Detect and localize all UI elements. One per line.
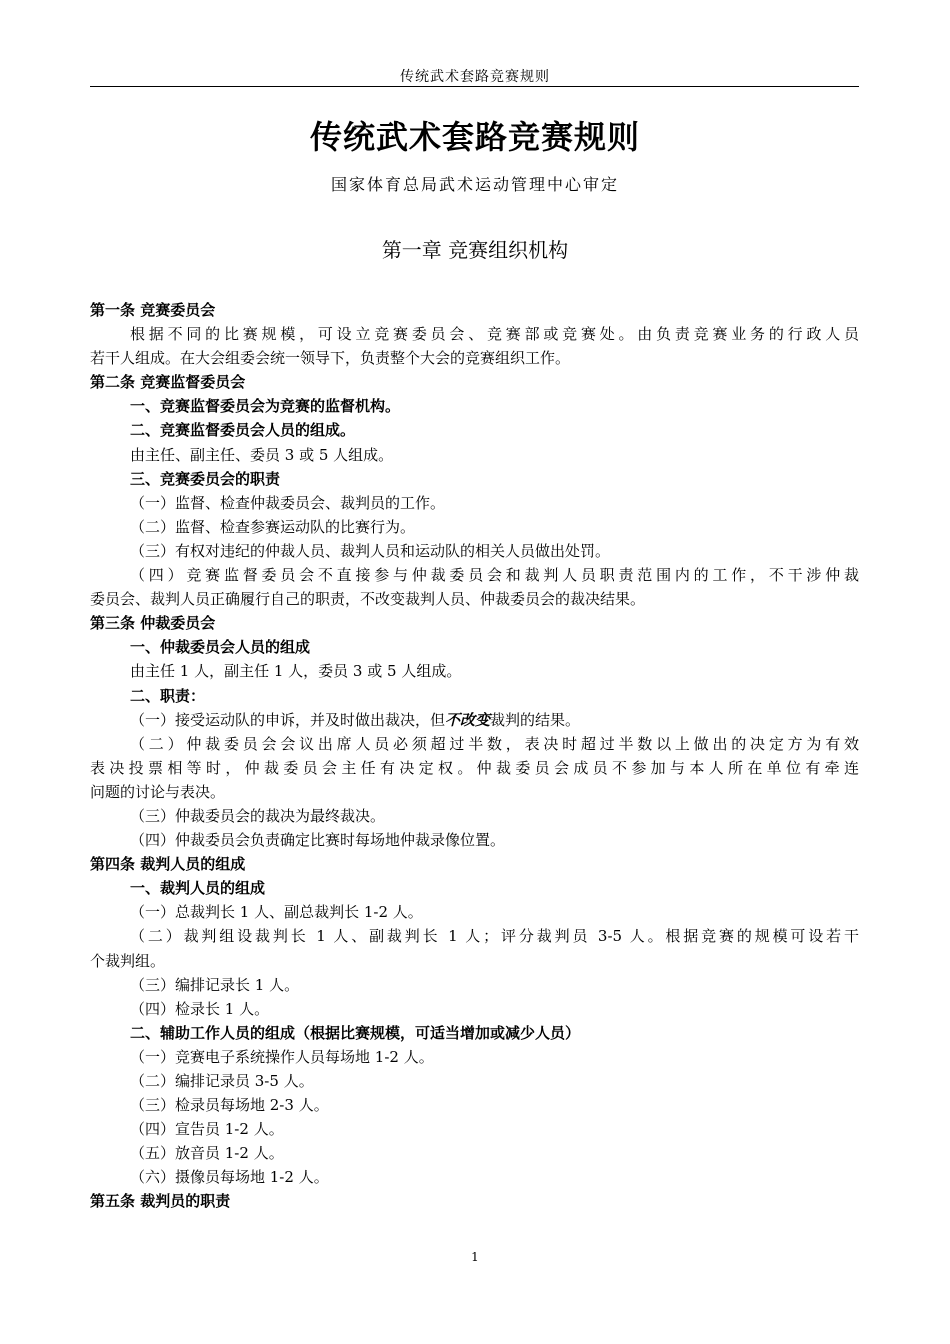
paragraph-line: 若干人组成。在大会组委会统一领导下，负责整个大会的竞赛组织工作。 — [90, 349, 571, 368]
paragraph-line: 问题的讨论与表决。 — [90, 782, 226, 801]
list-item-text: （一）接受运动队的申诉，并及时做出裁决，但 — [130, 710, 446, 729]
paragraph-line: 委员会、裁判人员正确履行自己的职责，不改变裁判人员、仲裁委员会的裁决结果。 — [90, 590, 646, 609]
emphasized-text: 不改变 — [445, 710, 491, 729]
list-item: （四）竞赛监督委员会不直接参与仲裁委员会和裁判人员职责范围内的工作，不干涉仲裁 — [130, 566, 859, 585]
section-heading: 三、竞赛委员会的职责 — [130, 469, 281, 488]
paragraph-line: 表决投票相等时，仲裁委员会主任有决定权。仲裁委员会成员不参加与本人所在单位有牵连 — [90, 758, 859, 777]
paragraph-line: 个裁判组。 — [90, 951, 166, 970]
list-item: （二）监督、检查参赛运动队的比赛行为。 — [130, 517, 416, 536]
list-item: （四）仲裁委员会负责确定比赛时每场地仲裁录像位置。 — [130, 831, 506, 850]
list-item: （二）编排记录员 3-5 人。 — [130, 1072, 314, 1090]
article-heading: 第二条 竞赛监督委员会 — [90, 373, 246, 392]
list-item: （三）检录员每场地 2-3 人。 — [130, 1096, 329, 1115]
document-body — [90, 298, 859, 1214]
list-item: （三）编排记录长 1 人。 — [130, 975, 300, 994]
section-heading: 二、辅助工作人员的组成（根据比赛规模，可适当增加或减少人员） — [130, 1023, 581, 1042]
list-item-text: 裁判的结果。 — [490, 710, 581, 729]
section-heading: 一、裁判人员的组成 — [130, 879, 266, 898]
list-item: （四）宣告员 1-2 人。 — [130, 1120, 284, 1139]
article-heading: 第四条 裁判人员的组成 — [90, 855, 246, 874]
section-heading: 二、职责： — [130, 686, 206, 705]
list-item: （五）放音员 1-2 人。 — [130, 1144, 284, 1163]
list-item: （二）仲裁委员会会议出席人员必须超过半数，表决时超过半数以上做出的决定方为有效 — [130, 734, 859, 753]
paragraph-line: 根据不同的比赛规模，可设立竞赛委员会、竞赛部或竞赛处。由负责竞赛业务的行政人员 — [130, 325, 859, 344]
page-number: 1 — [471, 1250, 479, 1264]
list-item: （三）仲裁委员会的裁决为最终裁决。 — [130, 806, 386, 825]
header-rule — [90, 86, 859, 87]
article-heading: 第五条 裁判员的职责 — [90, 1192, 231, 1211]
article-heading: 第三条 仲裁委员会 — [90, 614, 216, 633]
list-item: （一）竞赛电子系统操作人员每场地 1-2 人。 — [130, 1047, 434, 1066]
chapter-heading: 第一章 竞赛组织机构 — [381, 238, 569, 262]
running-header: 传统武术套路竞赛规则 — [400, 69, 550, 85]
list-item: （一）总裁判长 1 人、副总裁判长 1-2 人。 — [130, 903, 423, 922]
list-item: （六）摄像员每场地 1-2 人。 — [130, 1168, 329, 1187]
section-heading: 二、竞赛监督委员会人员的组成。 — [130, 421, 356, 440]
list-item: （三）有权对违纪的仲裁人员、裁判人员和运动队的相关人员做出处罚。 — [130, 541, 611, 560]
paragraph-line: 由主任、副主任、委员 3 或 5 人组成。 — [130, 445, 394, 464]
list-item — [90, 708, 859, 732]
document-subtitle: 国家体育总局武术运动管理中心审定 — [330, 175, 619, 194]
section-heading: 一、仲裁委员会人员的组成 — [130, 638, 311, 657]
document-title: 传统武术套路竞赛规则 — [309, 118, 640, 156]
list-item: （一）监督、检查仲裁委员会、裁判员的工作。 — [130, 493, 446, 512]
list-item: （四）检录长 1 人。 — [130, 999, 270, 1018]
paragraph-line: 由主任 1 人，副主任 1 人，委员 3 或 5 人组成。 — [130, 662, 462, 681]
section-heading: 一、竞赛监督委员会为竞赛的监督机构。 — [130, 397, 401, 416]
article-heading: 第一条 竞赛委员会 — [90, 301, 216, 319]
list-item: （二）裁判组设裁判长 1 人、副裁判长 1 人；评分裁判员 3-5 人。根据竞赛的规模可设若干 — [130, 927, 859, 946]
